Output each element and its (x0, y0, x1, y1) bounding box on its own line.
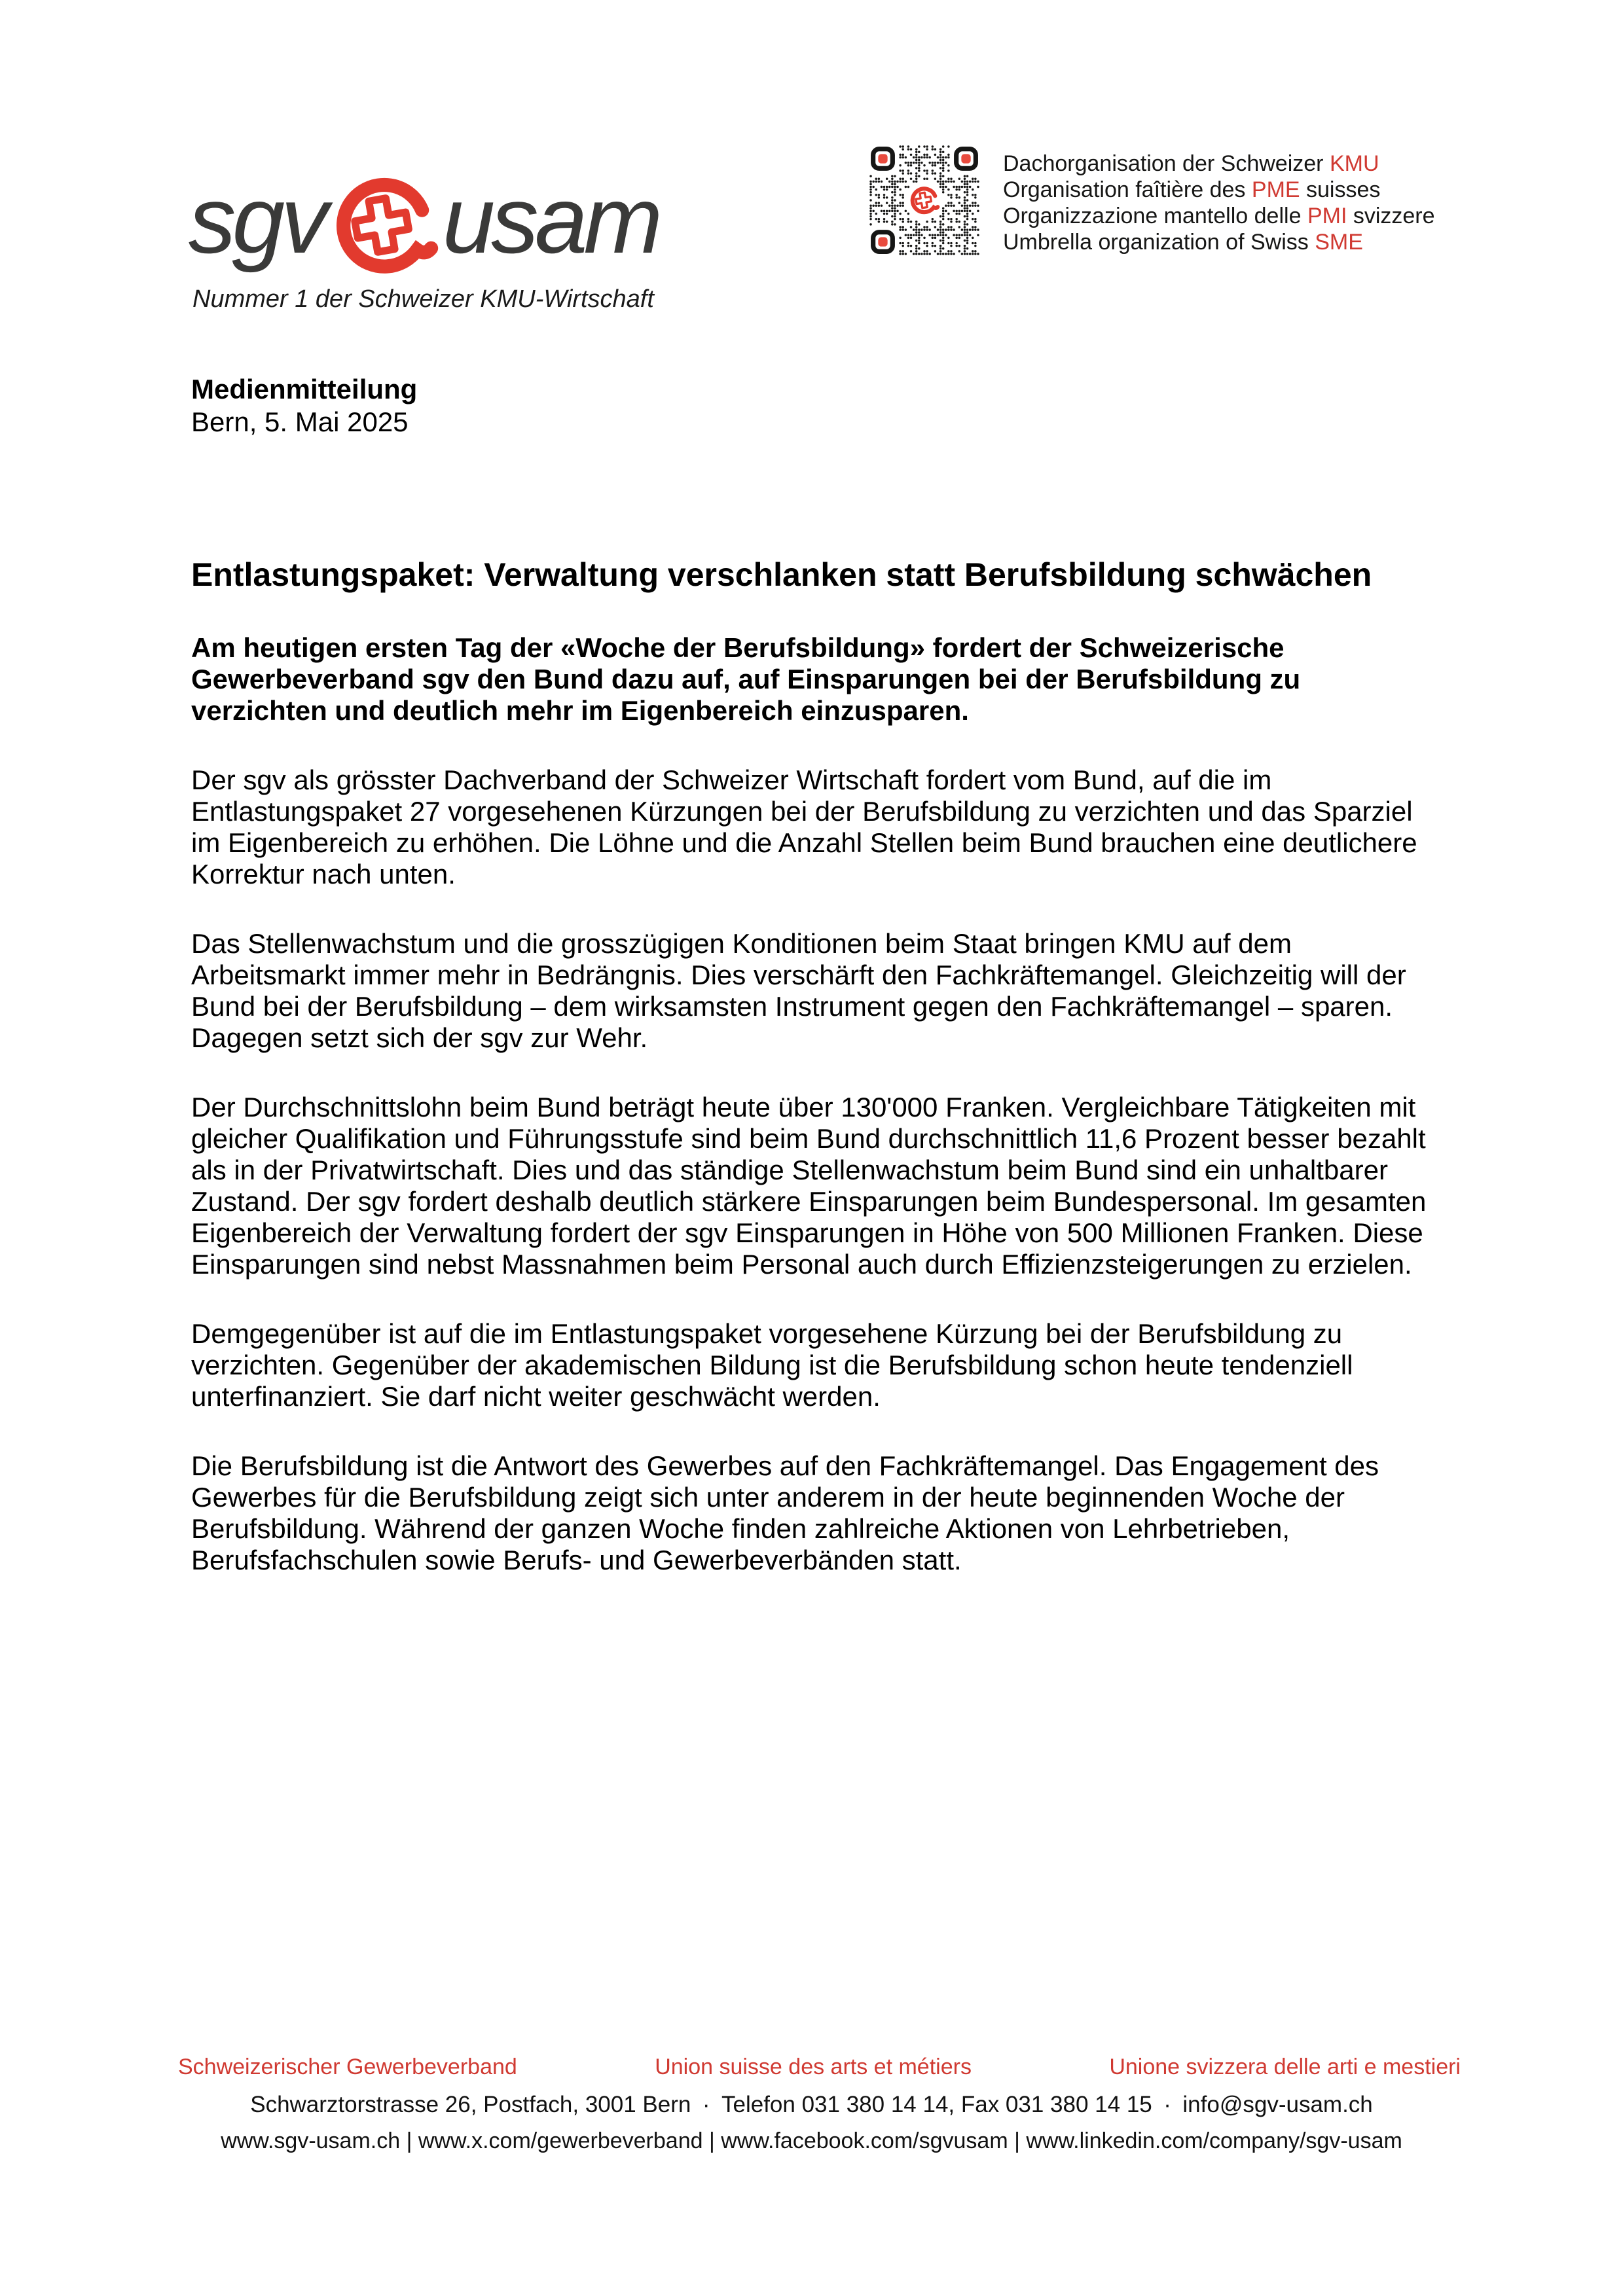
article-body (191, 554, 1430, 1614)
page-footer (0, 2054, 1623, 2154)
body-paragraph: Demgegenüber ist auf die im Entlastungspaket vorgesehene Kürzung bei der Berufsbildung zu verzichten. Gegenüber der akademischen Bildung ist die Berufsbildung schon heute tendenziell unterfinanziert. Sie darf nicht weiter geschwächt werden. (191, 1318, 1353, 1412)
headline: Entlastungspaket: Verwaltung verschlanken statt Berufsbildung schwächen (191, 556, 1372, 593)
lead-paragraph: Am heutigen ersten Tag der «Woche der Berufsbildung» fordert der Schweizerische Gewerbeverband sgv den Bund dazu auf, auf Einsparungen bei der Berufsbildung zu verzichten und deutlich mehr im Eigenbereich einzusparen. (191, 632, 1301, 726)
body-paragraph: Der sgv als grösster Dachverband der Schweizer Wirtschaft fordert vom Bund, auf die im Entlastungspaket 27 vorgesehenen Kürzungen bei der Berufsbildung zu verzichten und das Sparziel im Eigenbereich zu erhöhen. Die Löhne und die Anzahl Stellen beim Bund brauchen eine deutlichere Korrektur nach unten. (191, 764, 1417, 889)
logo-tagline: Nummer 1 der Schweizer KMU-Wirtschaft (192, 285, 654, 313)
org-line-acronym: SME (1315, 230, 1363, 255)
org-descriptions (1003, 151, 1435, 255)
org-description-line-de (1003, 151, 1435, 177)
body-paragraph: Der Durchschnittslohn beim Bund beträgt heute über 130'000 Franken. Vergleichbare Tätigkeiten mit gleicher Qualifikation und Führungsstufe sind beim Bund durchschnittlich 11,6 Prozent besser bezahlt als in der Privatwirtschaft. Dies und das ständige Stellenwachstum beim Bund sind ein unhaltbarer Zustand. Der sgv fordert deshalb deutlich stärkere Einsparungen beim Bundespersonal. Im gesamten Eigenbereich der Verwaltung fordert der sgv Einsparungen in Höhe von 500 Millionen Franken. Diese Einsparungen sind nebst Massnahmen beim Personal auch durch Effizienzsteigerungen zu erzielen. (191, 1092, 1427, 1280)
footer-organization-names (178, 2054, 1461, 2080)
org-line-acronym: PME (1251, 177, 1300, 202)
org-line-acronym: KMU (1329, 151, 1379, 176)
body-paragraph: Das Stellenwachstum und die grosszügigen Konditionen beim Staat bringen KMU auf dem Arbeitsmarkt immer mehr in Bedrängnis. Dies verschärft den Fachkräftemangel. Gleichzeitig will der Bund bei der Berufsbildung – dem wirksamsten Instrument gegen den Fachkräftemangel – sparen. Dagegen setzt sich der sgv zur Wehr. (191, 928, 1406, 1053)
dateline: Bern, 5. Mai 2025 (191, 406, 409, 437)
org-description-line-en (1003, 229, 1435, 255)
footer-org-fr: Union suisse des arts et métiers (655, 2054, 972, 2079)
org-description-line-fr (1003, 177, 1435, 203)
org-line-text: Organisation faîtière des (1003, 177, 1252, 202)
org-line-text: suisses (1300, 177, 1381, 202)
footer-org-de: Schweizerischer Gewerbeverband (178, 2054, 517, 2079)
document-type-label: Medienmitteilung (191, 374, 418, 404)
org-line-text: Umbrella organization of Swiss (1003, 230, 1315, 255)
sgv-usam-logo (189, 161, 659, 314)
footer-org-it: Unione svizzera delle arti e mestieri (1109, 2054, 1461, 2079)
body-paragraph: Die Berufsbildung ist die Antwort des Gewerbes auf den Fachkräftemangel. Das Engagement des Gewerbes für die Berufsbildung zeigt sich unter anderem in der heute beginnenden Woche der Berufsbildung. Während der ganzen Woche finden zahlreiche Aktionen von Lehrbetrieben, Berufsfachschulen sowie Berufs- und Gewerbeverbänden statt. (191, 1450, 1379, 1575)
footer-address-line: Schwarztorstrasse 26, Postfach, 3001 Bern · Telefon 031 380 14 14, Fax 031 380 14 15 · info@sgv-usam.ch (250, 2092, 1373, 2117)
logo-text-sgv: sgv (189, 166, 325, 273)
document-meta (191, 373, 417, 439)
qr-code-icon (869, 145, 979, 255)
sgv-emblem-icon (331, 171, 439, 279)
logo-text-usam: usam (442, 166, 659, 273)
org-line-text: Organizzazione mantello delle (1003, 204, 1307, 228)
org-line-acronym: PMI (1307, 204, 1347, 228)
org-line-text: Dachorganisation der Schweizer (1003, 151, 1330, 176)
footer-web-links: www.sgv-usam.ch | www.x.com/gewerbeverband | www.facebook.com/sgvusam | www.linkedin.com/company/sgv-usam (221, 2128, 1402, 2153)
logo-wordmark (189, 161, 659, 279)
org-line-text: svizzere (1347, 204, 1435, 228)
org-description-line-it (1003, 203, 1435, 229)
